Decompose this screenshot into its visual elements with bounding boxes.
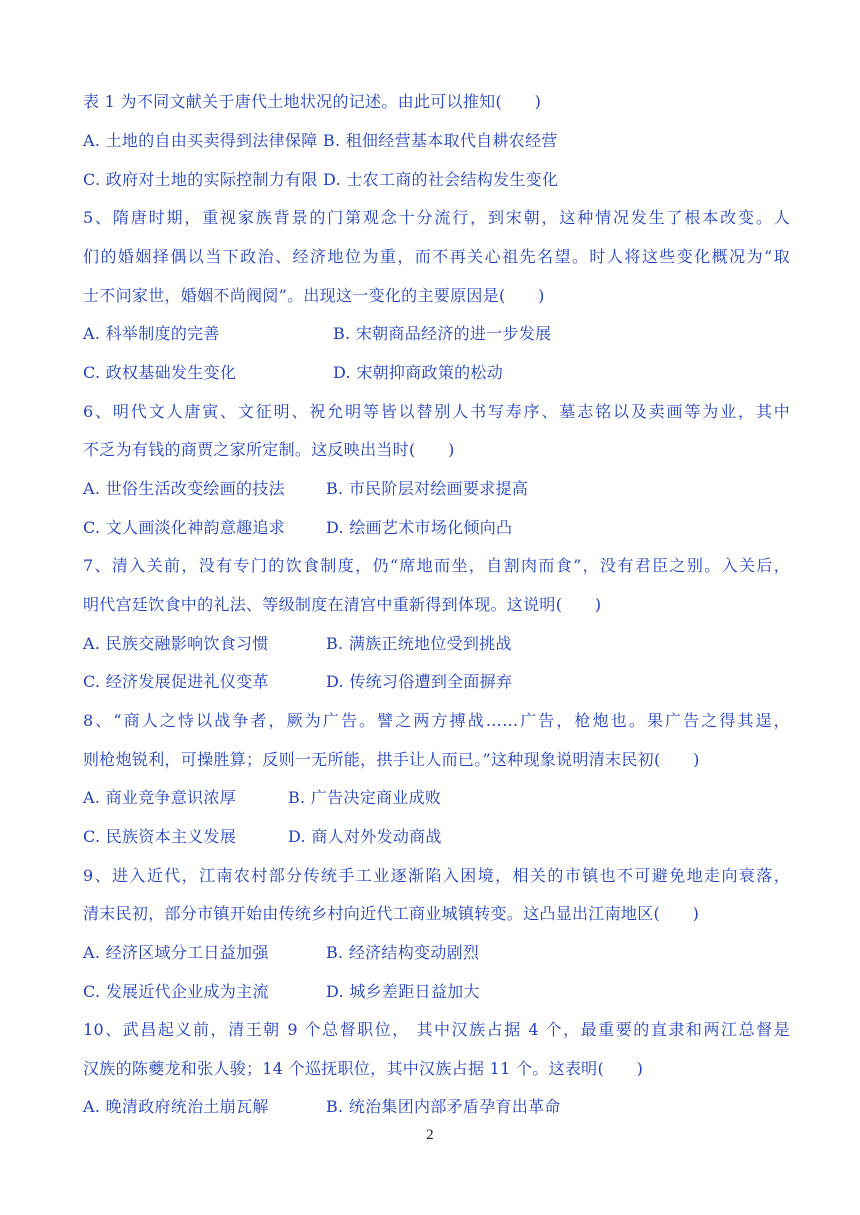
option-a: A. 民族交融影响饮食习惯	[83, 634, 269, 653]
option-row	[83, 824, 790, 850]
option-row	[83, 940, 790, 966]
option-a: A. 经济区域分工日益加强	[83, 943, 269, 962]
question-9-stem: 9、进入近代，江南农村部分传统手工业逐渐陷入困境，相关的市镇也不可避免地走向衰落，	[83, 866, 790, 885]
option-c: C. 民族资本主义发展	[83, 827, 237, 846]
option-d: D. 传统习俗遭到全面摒弃	[326, 672, 513, 691]
option-line: C. 政府对土地的实际控制力有限 D. 士农工商的社会结构发生变化	[83, 170, 559, 189]
option-d: D. 绘画艺术市场化倾向凸	[326, 518, 513, 537]
question-7-stem: 7、清入关前，没有专门的饮食制度，仍“席地而坐，自割肉而食”，没有君臣之别。入关后，	[83, 556, 790, 575]
option-d: D. 宋朝抑商政策的松动	[333, 363, 504, 382]
option-row	[83, 669, 790, 695]
option-b: B. 宋朝商品经济的进一步发展	[333, 324, 552, 343]
question-10-stem: 10、武昌起义前，清王朝 9 个总督职位， 其中汉族占据 4 个，最重要的直隶和两江总督是	[83, 1020, 790, 1039]
option-row	[83, 360, 790, 386]
option-c: C. 文人画淡化神韵意趣追求	[83, 518, 286, 537]
option-b: B. 统治集团内部矛盾孕育出革命	[326, 1097, 561, 1116]
question-stem: 表 1 为不同文献关于唐代土地状况的记述。由此可以推知( )	[83, 92, 542, 111]
question-5-stem: 5、隋唐时期，重视家族背景的门第观念十分流行，到宋朝，这种情况发生了根本改变。人	[83, 208, 790, 227]
question-8-stem: 8、“商人之恃以战争者，厥为广告。譬之两方搏战……广告，枪炮也。果广告之得其逞，	[83, 711, 790, 730]
option-line: A. 土地的自由买卖得到法律保障 B. 租佃经营基本取代自耕农经营	[83, 131, 558, 150]
option-d: D. 城乡差距日益加大	[326, 982, 480, 1001]
question-5-stem: 们的婚姻择偶以当下政治、经济地位为重，而不再关心祖先名望。时人将这些变化概况为“取	[83, 247, 790, 266]
page-number: 2	[426, 1127, 434, 1143]
option-c: C. 政权基础发生变化	[83, 363, 237, 382]
question-8-stem: 则枪炮锐利，可操胜算；反则一无所能，拱手让人而已。”这种现象说明清末民初( )	[83, 750, 700, 769]
option-d: D. 商人对外发动商战	[288, 827, 442, 846]
option-a: A. 晚清政府统治土崩瓦解	[83, 1097, 269, 1116]
option-row	[83, 979, 790, 1005]
option-b: B. 满族正统地位受到挑战	[326, 634, 512, 653]
question-10-stem: 汉族的陈夔龙和张人骏；14 个巡抚职位，其中汉族占据 11 个。这表明( )	[83, 1059, 644, 1078]
question-6-stem: 6、明代文人唐寅、文征明、祝允明等皆以替别人书写寿序、墓志铭以及卖画等为业，其中	[83, 402, 790, 421]
option-row	[83, 631, 790, 657]
option-b: B. 市民阶层对绘画要求提高	[326, 479, 529, 498]
option-row	[83, 321, 790, 347]
option-b: B. 广告决定商业成败	[288, 788, 442, 807]
option-c: C. 发展近代企业成为主流	[83, 982, 269, 1001]
option-b: B. 经济结构变动剧烈	[326, 943, 480, 962]
option-row	[83, 785, 790, 811]
question-9-stem: 清末民初，部分市镇开始由传统乡村向近代工商业城镇转变。这凸显出江南地区( )	[83, 904, 700, 923]
question-7-stem: 明代宫廷饮食中的礼法、等级制度在清宫中重新得到体现。这说明( )	[83, 595, 602, 614]
option-a: A. 世俗生活改变绘画的技法	[83, 479, 285, 498]
option-row	[83, 1094, 790, 1120]
option-row	[83, 515, 790, 541]
option-c: C. 经济发展促进礼仪变革	[83, 672, 269, 691]
question-6-stem: 不乏为有钱的商贾之家所定制。这反映出当时( )	[83, 440, 455, 459]
option-row	[83, 476, 790, 502]
question-5-stem: 士不问家世，婚姻不尚阀阅”。出现这一变化的主要原因是( )	[83, 286, 545, 305]
option-a: A. 科举制度的完善	[83, 324, 220, 343]
option-a: A. 商业竞争意识浓厚	[83, 788, 237, 807]
